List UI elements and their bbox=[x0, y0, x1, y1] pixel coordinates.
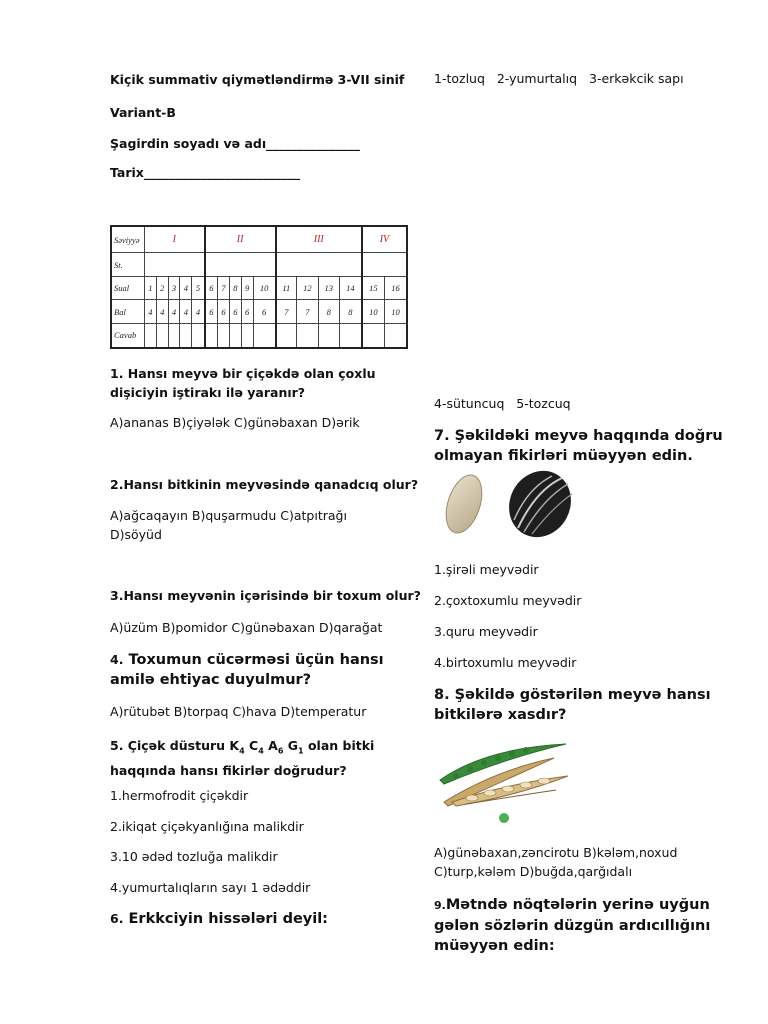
score-cell: 4 bbox=[168, 300, 180, 324]
question-number-cell: 2 bbox=[156, 276, 168, 300]
level-3: III bbox=[276, 226, 362, 253]
question-5-text-end: olan bitki haqqında hansı fikirlər doğrudur? bbox=[110, 738, 375, 778]
question-number-cell: 4 bbox=[180, 276, 192, 300]
question-5-text-start: 5. Çiçək düsturu K bbox=[110, 738, 240, 753]
score-cell: 4 bbox=[156, 300, 168, 324]
answer-cell[interactable] bbox=[145, 323, 157, 348]
question-1-options: A)ananas B)çiyələk C)günəbaxan D)ərik bbox=[110, 415, 360, 430]
answer-cell[interactable] bbox=[218, 323, 230, 348]
question-number-cell: 16 bbox=[384, 276, 407, 300]
question-9-number: 9. bbox=[434, 899, 446, 912]
formula-c: C bbox=[249, 738, 259, 753]
question-4-number: 4. bbox=[110, 652, 124, 667]
answer-cell[interactable] bbox=[339, 323, 362, 348]
q7-item-3: 3.quru meyvədir bbox=[434, 624, 538, 639]
question-number-cell: 8 bbox=[229, 276, 241, 300]
question-number-cell: 15 bbox=[362, 276, 385, 300]
question-number-cell: 5 bbox=[192, 276, 205, 300]
question-2-options: A)ağcaqayın B)quşarmudu C)atpıtrağı D)söyüd bbox=[110, 508, 347, 542]
level-label: Səviyyə bbox=[111, 226, 145, 253]
answer-cell[interactable] bbox=[229, 323, 241, 348]
q5-item-1: 1.hermofrodit çiçəkdir bbox=[110, 788, 249, 803]
st-cell bbox=[276, 253, 362, 277]
score-cell: 4 bbox=[145, 300, 157, 324]
question-label: Sual bbox=[111, 276, 145, 300]
question-6-number: 6. bbox=[110, 911, 124, 926]
question-9 bbox=[434, 895, 724, 956]
answer-cell[interactable] bbox=[156, 323, 168, 348]
question-number-cell: 6 bbox=[205, 276, 218, 300]
answer-cell[interactable] bbox=[192, 323, 205, 348]
answer-cell[interactable] bbox=[180, 323, 192, 348]
formula-k-sub: 4 bbox=[239, 746, 245, 756]
worksheet-title: Kiçik summativ qiymətləndirmə 3-VII sinif bbox=[110, 72, 405, 87]
question-7: 7. Şəkildəki meyvə haqqında doğru olmayan fikirləri müəyyən edin. bbox=[434, 428, 723, 464]
score-cell: 8 bbox=[339, 300, 362, 324]
question-4 bbox=[110, 650, 400, 690]
question-number-cell: 9 bbox=[241, 276, 253, 300]
sunflower-seeds-image bbox=[436, 470, 592, 542]
score-cell: 6 bbox=[205, 300, 218, 324]
question-4-options: A)rütubət B)torpaq C)hava D)temperatur bbox=[110, 704, 367, 719]
q7-item-2: 2.çoxtoxumlu meyvədir bbox=[434, 593, 582, 608]
question-number-cell: 14 bbox=[339, 276, 362, 300]
q7-item-4: 4.birtoxumlu meyvədir bbox=[434, 655, 577, 670]
question-6 bbox=[110, 909, 328, 929]
question-9-text: Mətndə nöqtələrin yerinə uyğun gələn sözlərin düzgün ardıcıllığını müəyyən edin: bbox=[434, 897, 711, 954]
level-2: II bbox=[205, 226, 276, 253]
answer-cell[interactable] bbox=[362, 323, 385, 348]
question-number-cell: 7 bbox=[218, 276, 230, 300]
q5-item-3: 3.10 ədəd tozluğa malikdir bbox=[110, 849, 278, 864]
st-cell bbox=[145, 253, 205, 277]
score-cell: 6 bbox=[218, 300, 230, 324]
answer-cell[interactable] bbox=[241, 323, 253, 348]
st-cell bbox=[362, 253, 407, 277]
score-cell: 8 bbox=[318, 300, 339, 324]
answer-cell[interactable] bbox=[318, 323, 339, 348]
st-label: St. bbox=[111, 253, 145, 277]
score-cell: 6 bbox=[229, 300, 241, 324]
scoring-table bbox=[110, 225, 408, 349]
q6-options-2: 4-sütuncuq 5-tozcuq bbox=[434, 396, 571, 411]
variant-label: Variant-B bbox=[110, 105, 176, 120]
q7-item-1: 1.şirəli meyvədir bbox=[434, 562, 539, 577]
question-4-text: Toxumun cücərməsi üçün hansı amilə ehtiyac duyulmur? bbox=[110, 652, 384, 688]
pods-image bbox=[436, 740, 572, 826]
question-3: 3.Hansı meyvənin içərisində bir toxum olur? bbox=[110, 588, 421, 603]
q5-item-2: 2.ikiqat çiçəkyanlığına malikdir bbox=[110, 819, 304, 834]
formula-g: G bbox=[287, 738, 299, 753]
question-6-text: Erkkciyin hissələri deyil: bbox=[128, 911, 328, 927]
question-1: 1. Hansı meyvə bir çiçəkdə olan çoxlu dişiciyin iştirakı ilə yaranır? bbox=[110, 366, 376, 400]
st-cell bbox=[205, 253, 276, 277]
question-number-cell: 10 bbox=[253, 276, 276, 300]
score-cell: 7 bbox=[297, 300, 318, 324]
q6-options-1: 1-tozluq 2-yumurtalıq 3-erkəkcik sapı bbox=[434, 71, 684, 86]
score-cell: 4 bbox=[192, 300, 205, 324]
question-5 bbox=[110, 736, 400, 780]
score-cell: 4 bbox=[180, 300, 192, 324]
answer-label: Cavab bbox=[111, 323, 145, 348]
question-number-cell: 12 bbox=[297, 276, 318, 300]
score-cell: 6 bbox=[253, 300, 276, 324]
formula-c-sub: 4 bbox=[258, 746, 264, 756]
question-3-options: A)üzüm B)pomidor C)günəbaxan D)qarağat bbox=[110, 620, 383, 635]
answer-cell[interactable] bbox=[253, 323, 276, 348]
level-4: IV bbox=[362, 226, 407, 253]
score-cell: 7 bbox=[276, 300, 297, 324]
answer-cell[interactable] bbox=[276, 323, 297, 348]
question-8-options: A)günəbaxan,zəncirotu B)kələm,noxud C)turp,kələm D)buğda,qarğıdalı bbox=[434, 845, 678, 879]
score-cell: 10 bbox=[384, 300, 407, 324]
formula-g-sub: 1 bbox=[298, 746, 304, 756]
score-cell: 6 bbox=[241, 300, 253, 324]
answer-cell[interactable] bbox=[205, 323, 218, 348]
question-8: 8. Şəkildə göstərilən meyvə hansı bitkilərə xasdır? bbox=[434, 687, 711, 723]
student-name-line: Şagirdin soyadı və adı_______________ bbox=[110, 136, 360, 151]
score-cell: 10 bbox=[362, 300, 385, 324]
answer-cell[interactable] bbox=[297, 323, 318, 348]
answer-cell[interactable] bbox=[168, 323, 180, 348]
score-label: Bal bbox=[111, 300, 145, 324]
question-2: 2.Hansı bitkinin meyvəsində qanadcıq olur? bbox=[110, 477, 419, 492]
date-line: Tarix_________________________ bbox=[110, 165, 301, 180]
question-number-cell: 3 bbox=[168, 276, 180, 300]
question-number-cell: 1 bbox=[145, 276, 157, 300]
level-1: I bbox=[145, 226, 205, 253]
formula-a: A bbox=[268, 738, 278, 753]
question-number-cell: 11 bbox=[276, 276, 297, 300]
q5-item-4: 4.yumurtalıqların sayı 1 ədəddir bbox=[110, 880, 311, 895]
formula-a-sub: 6 bbox=[277, 746, 284, 756]
answer-cell[interactable] bbox=[384, 323, 407, 348]
question-number-cell: 13 bbox=[318, 276, 339, 300]
